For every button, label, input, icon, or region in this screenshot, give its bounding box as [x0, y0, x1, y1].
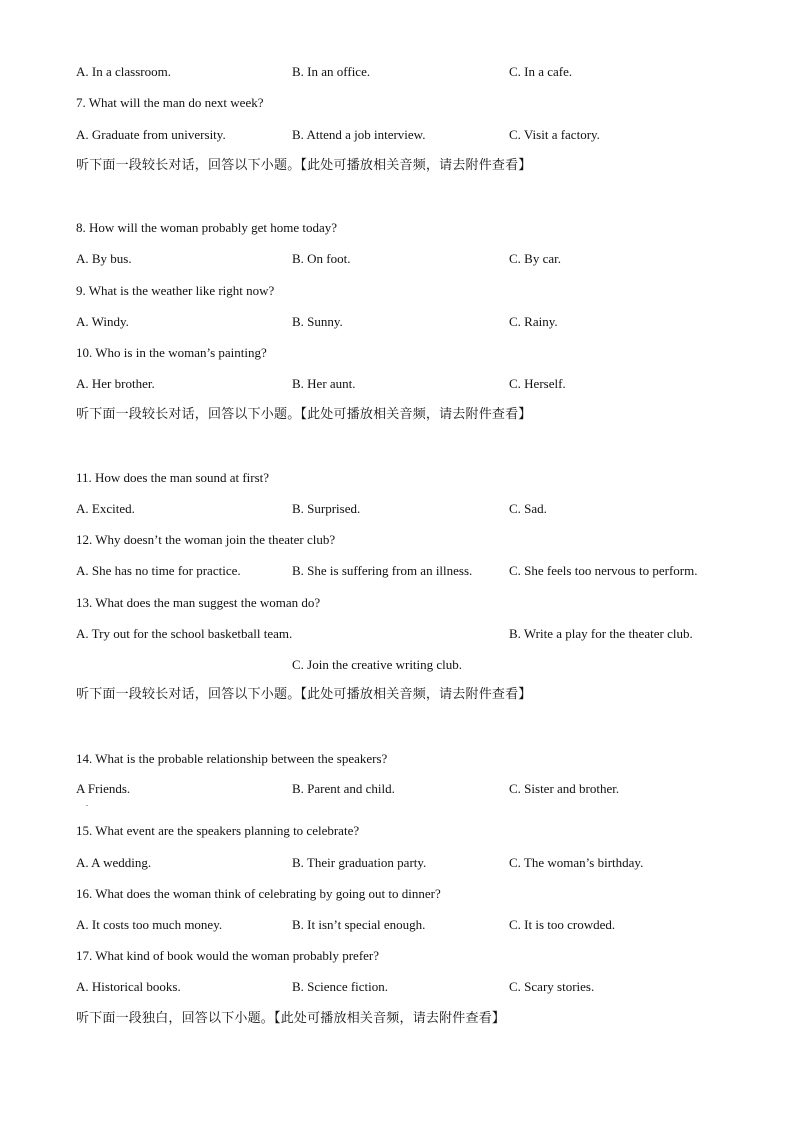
q17-option-c: C. Scary stories.	[509, 979, 595, 994]
question-15: 15. What event are the speakers planning to celebrate?	[76, 823, 360, 838]
stray-mark: .	[86, 799, 88, 808]
q11-option-b: B. Surprised.	[292, 501, 361, 516]
q9-option-c: C. Rainy.	[509, 314, 558, 329]
question-12: 12. Why doesn’t the woman join the theater club?	[76, 532, 336, 547]
q13-option-a: A. Try out for the school basketball team.	[76, 626, 293, 641]
instruction-2: 听下面一段较长对话，回答以下小题。【此处可播放相关音频，请去附件查看】	[76, 407, 532, 422]
instruction-4: 听下面一段独白，回答以下小题。【此处可播放相关音频，请去附件查看】	[76, 1011, 506, 1026]
question-13: 13. What does the man suggest the woman do?	[76, 595, 321, 610]
q15-option-c: C. The woman’s birthday.	[509, 855, 644, 870]
q16-option-a: A. It costs too much money.	[76, 917, 223, 932]
q11-option-c: C. Sad.	[509, 501, 547, 516]
q6-option-b: B. In an office.	[292, 64, 371, 79]
q7-option-c: C. Visit a factory.	[509, 127, 600, 142]
question-14: 14. What is the probable relationship between the speakers?	[76, 751, 388, 766]
question-9: 9. What is the weather like right now?	[76, 283, 275, 298]
question-11: 11. How does the man sound at first?	[76, 470, 270, 485]
q8-option-b: B. On foot.	[292, 251, 351, 266]
q8-option-a: A. By bus.	[76, 251, 132, 266]
question-16: 16. What does the woman think of celebrating by going out to dinner?	[76, 886, 441, 901]
q12-option-b: B. She is suffering from an illness.	[292, 563, 473, 578]
q6-option-a: A. In a classroom.	[76, 64, 171, 79]
q12-option-c: C. She feels too nervous to perform.	[509, 563, 698, 578]
q14-option-c: C. Sister and brother.	[509, 781, 620, 796]
q17-option-a: A. Historical books.	[76, 979, 181, 994]
q13-option-c: C. Join the creative writing club.	[292, 657, 463, 672]
q10-option-b: B. Her aunt.	[292, 376, 356, 391]
q14-option-b: B. Parent and child.	[292, 781, 395, 796]
q10-option-c: C. Herself.	[509, 376, 566, 391]
q6-option-c: C. In a cafe.	[509, 64, 573, 79]
q16-option-b: B. It isn’t special enough.	[292, 917, 426, 932]
q7-option-b: B. Attend a job interview.	[292, 127, 426, 142]
question-7: 7. What will the man do next week?	[76, 95, 264, 110]
q16-option-c: C. It is too crowded.	[509, 917, 616, 932]
q13-option-b: B. Write a play for the theater club.	[509, 626, 693, 641]
q14-option-a: A Friends.	[76, 781, 131, 796]
question-10: 10. Who is in the woman’s painting?	[76, 345, 267, 360]
q9-option-b: B. Sunny.	[292, 314, 343, 329]
instruction-1: 听下面一段较长对话，回答以下小题。【此处可播放相关音频，请去附件查看】	[76, 158, 532, 173]
q12-option-a: A. She has no time for practice.	[76, 563, 241, 578]
q15-option-b: B. Their graduation party.	[292, 855, 427, 870]
q7-option-a: A. Graduate from university.	[76, 127, 226, 142]
q17-option-b: B. Science fiction.	[292, 979, 389, 994]
q10-option-a: A. Her brother.	[76, 376, 155, 391]
question-17: 17. What kind of book would the woman probably prefer?	[76, 948, 380, 963]
instruction-3: 听下面一段较长对话，回答以下小题。【此处可播放相关音频，请去附件查看】	[76, 687, 532, 702]
q15-option-a: A. A wedding.	[76, 855, 152, 870]
q11-option-a: A. Excited.	[76, 501, 135, 516]
q8-option-c: C. By car.	[509, 251, 561, 266]
question-8: 8. How will the woman probably get home today?	[76, 220, 338, 235]
q9-option-a: A. Windy.	[76, 314, 129, 329]
